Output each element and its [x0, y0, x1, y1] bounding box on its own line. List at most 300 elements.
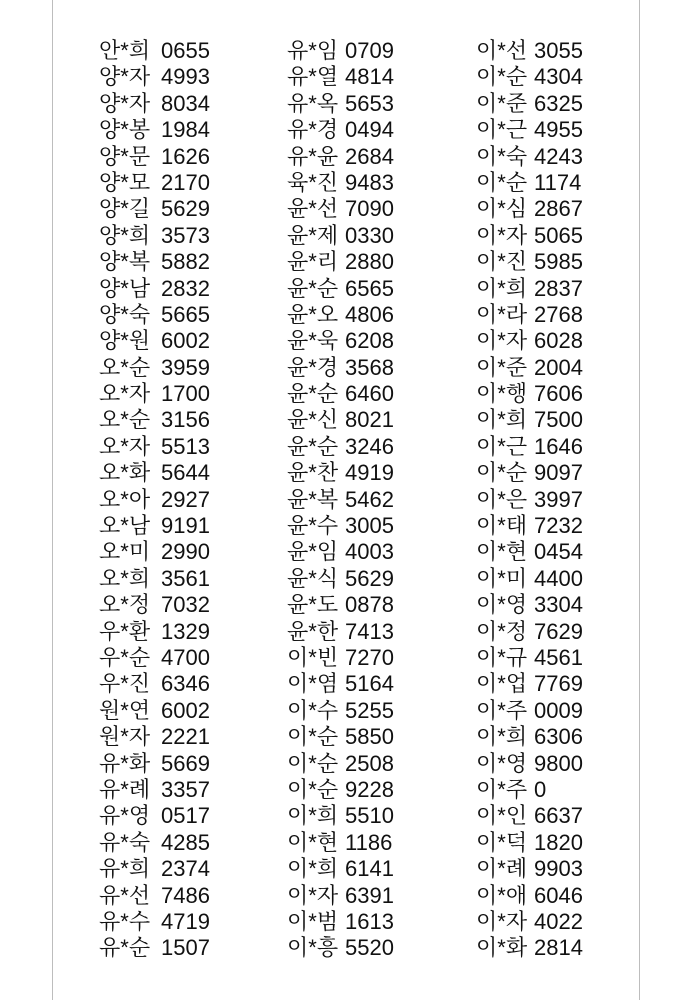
masked-name: 오*아 — [99, 486, 151, 512]
list-item — [476, 144, 583, 170]
list-item — [287, 539, 394, 565]
masked-name: 이*영 — [476, 750, 528, 776]
list-item — [476, 223, 583, 249]
list-item — [476, 698, 583, 724]
masked-name: 윤*선 — [287, 196, 339, 222]
phone-suffix: 4955 — [534, 117, 583, 143]
masked-name: 이*라 — [476, 301, 528, 327]
list-item — [287, 434, 394, 460]
masked-name: 윤*제 — [287, 222, 339, 248]
phone-suffix: 6325 — [534, 90, 583, 116]
list-item — [476, 724, 583, 750]
masked-name: 윤*순 — [287, 275, 339, 301]
masked-name: 이*희 — [287, 803, 339, 829]
list-item — [99, 170, 210, 196]
list-item — [99, 328, 210, 354]
list-item — [476, 328, 583, 354]
phone-suffix: 6346 — [161, 671, 210, 697]
phone-suffix: 4814 — [345, 64, 394, 90]
list-item — [476, 460, 583, 486]
phone-suffix: 3357 — [161, 776, 210, 802]
masked-name: 이*영 — [476, 592, 528, 618]
phone-suffix: 8021 — [345, 407, 394, 433]
phone-suffix: 3561 — [161, 565, 210, 591]
phone-suffix: 9097 — [534, 460, 583, 486]
list-item — [476, 539, 583, 565]
masked-name: 오*화 — [99, 460, 151, 486]
list-item — [476, 777, 583, 803]
phone-suffix: 5644 — [161, 460, 210, 486]
masked-name: 윤*도 — [287, 592, 339, 618]
list-item — [99, 276, 210, 302]
masked-name: 유*수 — [99, 908, 151, 934]
phone-suffix: 3156 — [161, 407, 210, 433]
masked-name: 윤*신 — [287, 407, 339, 433]
phone-suffix: 6028 — [534, 328, 583, 354]
phone-suffix: 3959 — [161, 354, 210, 380]
list-item — [287, 909, 394, 935]
masked-name: 양*모 — [99, 169, 151, 195]
masked-name: 오*순 — [99, 407, 151, 433]
phone-suffix: 9191 — [161, 513, 210, 539]
masked-name: 윤*임 — [287, 539, 339, 565]
list-item — [287, 566, 394, 592]
list-item — [476, 751, 583, 777]
phone-suffix: 5065 — [534, 222, 583, 248]
phone-suffix: 0517 — [161, 803, 210, 829]
phone-suffix: 8034 — [161, 90, 210, 116]
masked-name: 유*숙 — [99, 829, 151, 855]
list-item — [99, 355, 210, 381]
phone-suffix: 2927 — [161, 486, 210, 512]
list-item — [99, 566, 210, 592]
phone-suffix: 3997 — [534, 486, 583, 512]
masked-name: 윤*순 — [287, 433, 339, 459]
list-item — [287, 91, 394, 117]
masked-name: 윤*오 — [287, 301, 339, 327]
masked-name: 이*은 — [476, 486, 528, 512]
list-item — [287, 830, 394, 856]
masked-name: 이*수 — [287, 697, 339, 723]
masked-name: 유*영 — [99, 803, 151, 829]
masked-name: 양*복 — [99, 249, 151, 275]
list-item — [287, 276, 394, 302]
masked-name: 윤*경 — [287, 354, 339, 380]
phone-suffix: 6208 — [345, 328, 394, 354]
phone-suffix: 4919 — [345, 460, 394, 486]
masked-name: 이*순 — [287, 776, 339, 802]
phone-suffix: 4700 — [161, 644, 210, 670]
phone-suffix: 6460 — [345, 381, 394, 407]
phone-suffix: 5665 — [161, 301, 210, 327]
masked-name: 이*순 — [476, 169, 528, 195]
list-item — [287, 328, 394, 354]
masked-name: 이*정 — [476, 618, 528, 644]
phone-suffix: 5653 — [345, 90, 394, 116]
masked-name: 원*연 — [99, 697, 151, 723]
phone-suffix: 3568 — [345, 354, 394, 380]
list-item — [99, 539, 210, 565]
list-item — [287, 223, 394, 249]
phone-suffix: 1820 — [534, 829, 583, 855]
masked-name: 유*임 — [287, 38, 339, 63]
list-item — [287, 751, 394, 777]
list-item — [287, 592, 394, 618]
phone-suffix: 2880 — [345, 249, 394, 275]
masked-name: 이*행 — [476, 381, 528, 407]
list-item — [476, 645, 583, 671]
list-item — [476, 170, 583, 196]
phone-suffix: 0655 — [161, 38, 210, 63]
masked-name: 양*문 — [99, 143, 151, 169]
masked-name: 이*순 — [476, 64, 528, 90]
list-item — [476, 407, 583, 433]
list-item — [476, 803, 583, 829]
phone-suffix: 6637 — [534, 803, 583, 829]
list-item — [287, 64, 394, 90]
phone-suffix: 0330 — [345, 222, 394, 248]
masked-name: 이*근 — [476, 433, 528, 459]
phone-suffix: 5985 — [534, 249, 583, 275]
phone-suffix: 0 — [534, 776, 547, 802]
phone-suffix: 6306 — [534, 724, 583, 750]
phone-suffix: 6391 — [345, 882, 394, 908]
name-column-3 — [476, 38, 583, 962]
phone-suffix: 6565 — [345, 275, 394, 301]
masked-name: 이*근 — [476, 117, 528, 143]
list-item — [476, 935, 583, 961]
phone-suffix: 1507 — [161, 935, 210, 961]
list-item — [287, 645, 394, 671]
masked-name: 이*희 — [287, 856, 339, 882]
phone-suffix: 3055 — [534, 38, 583, 63]
phone-suffix: 9228 — [345, 776, 394, 802]
masked-name: 이*희 — [476, 407, 528, 433]
masked-name: 이*희 — [476, 724, 528, 750]
phone-suffix: 2814 — [534, 935, 583, 961]
phone-suffix: 2867 — [534, 196, 583, 222]
masked-name: 우*진 — [99, 671, 151, 697]
masked-name: 양*희 — [99, 222, 151, 248]
masked-name: 유*옥 — [287, 90, 339, 116]
phone-suffix: 2374 — [161, 856, 210, 882]
list-item — [99, 460, 210, 486]
list-item — [287, 38, 394, 64]
name-column-1 — [99, 38, 210, 962]
list-item — [99, 724, 210, 750]
phone-suffix: 7413 — [345, 618, 394, 644]
phone-suffix: 0709 — [345, 38, 394, 63]
masked-name: 이*현 — [476, 539, 528, 565]
list-item — [287, 170, 394, 196]
phone-suffix: 4285 — [161, 829, 210, 855]
phone-suffix: 7232 — [534, 513, 583, 539]
phone-suffix: 4993 — [161, 64, 210, 90]
list-item — [476, 276, 583, 302]
list-item — [99, 513, 210, 539]
phone-suffix: 1700 — [161, 381, 210, 407]
masked-name: 윤*식 — [287, 565, 339, 591]
masked-name: 이*자 — [287, 882, 339, 908]
list-item — [99, 935, 210, 961]
masked-name: 이*주 — [476, 776, 528, 802]
list-item — [476, 249, 583, 275]
list-item — [99, 117, 210, 143]
masked-name: 이*애 — [476, 882, 528, 908]
list-item — [99, 407, 210, 433]
phone-suffix: 7629 — [534, 618, 583, 644]
phone-suffix: 4243 — [534, 143, 583, 169]
list-item — [287, 381, 394, 407]
phone-suffix: 6141 — [345, 856, 394, 882]
masked-name: 유*화 — [99, 750, 151, 776]
phone-suffix: 5850 — [345, 724, 394, 750]
masked-name: 유*순 — [99, 935, 151, 961]
masked-name: 원*자 — [99, 724, 151, 750]
masked-name: 유*윤 — [287, 143, 339, 169]
list-item — [99, 381, 210, 407]
phone-suffix: 7769 — [534, 671, 583, 697]
phone-suffix: 2684 — [345, 143, 394, 169]
masked-name: 윤*한 — [287, 618, 339, 644]
list-item — [476, 434, 583, 460]
phone-suffix: 0878 — [345, 592, 394, 618]
phone-suffix: 1329 — [161, 618, 210, 644]
list-item — [99, 671, 210, 697]
masked-name: 이*업 — [476, 671, 528, 697]
phone-suffix: 4304 — [534, 64, 583, 90]
masked-name: 윤*찬 — [287, 460, 339, 486]
list-item — [476, 381, 583, 407]
phone-suffix: 2768 — [534, 301, 583, 327]
masked-name: 이*범 — [287, 908, 339, 934]
phone-suffix: 2990 — [161, 539, 210, 565]
phone-suffix: 2837 — [534, 275, 583, 301]
masked-name: 이*순 — [287, 750, 339, 776]
phone-suffix: 4400 — [534, 565, 583, 591]
phone-suffix: 7090 — [345, 196, 394, 222]
phone-suffix: 4719 — [161, 908, 210, 934]
phone-suffix: 3573 — [161, 222, 210, 248]
masked-name: 이*미 — [476, 565, 528, 591]
list-item — [287, 249, 394, 275]
masked-name: 이*자 — [476, 222, 528, 248]
phone-suffix: 5882 — [161, 249, 210, 275]
phone-suffix: 7270 — [345, 644, 394, 670]
phone-suffix: 0454 — [534, 539, 583, 565]
list-item — [476, 91, 583, 117]
phone-suffix: 5462 — [345, 486, 394, 512]
phone-suffix: 3246 — [345, 433, 394, 459]
list-item — [476, 487, 583, 513]
phone-suffix: 9483 — [345, 169, 394, 195]
list-item — [287, 407, 394, 433]
list-item — [99, 883, 210, 909]
list-item — [476, 302, 583, 328]
list-item — [476, 671, 583, 697]
list-item — [287, 460, 394, 486]
masked-name: 이*빈 — [287, 644, 339, 670]
phone-suffix: 4003 — [345, 539, 394, 565]
list-item — [476, 830, 583, 856]
name-column-2 — [287, 38, 394, 962]
masked-name: 이*숙 — [476, 143, 528, 169]
masked-name: 이*순 — [476, 460, 528, 486]
masked-name: 양*자 — [99, 90, 151, 116]
masked-name: 양*자 — [99, 64, 151, 90]
masked-name: 이*덕 — [476, 829, 528, 855]
masked-name: 이*례 — [476, 856, 528, 882]
masked-name: 이*준 — [476, 354, 528, 380]
phone-suffix: 5164 — [345, 671, 394, 697]
list-item — [287, 355, 394, 381]
phone-suffix: 6002 — [161, 697, 210, 723]
phone-suffix: 5629 — [161, 196, 210, 222]
masked-name: 이*주 — [476, 697, 528, 723]
list-item — [476, 566, 583, 592]
phone-suffix: 7606 — [534, 381, 583, 407]
list-item — [99, 777, 210, 803]
masked-name: 이*흥 — [287, 935, 339, 961]
phone-suffix: 2508 — [345, 750, 394, 776]
phone-suffix: 5629 — [345, 565, 394, 591]
list-item — [476, 513, 583, 539]
list-item — [287, 698, 394, 724]
masked-name: 양*숙 — [99, 301, 151, 327]
list-item — [99, 830, 210, 856]
phone-suffix: 1186 — [345, 829, 393, 855]
list-item — [476, 909, 583, 935]
masked-name: 우*환 — [99, 618, 151, 644]
masked-name: 윤*욱 — [287, 328, 339, 354]
phone-suffix: 2004 — [534, 354, 583, 380]
phone-suffix: 1646 — [534, 433, 583, 459]
masked-name: 오*자 — [99, 433, 151, 459]
phone-suffix: 3005 — [345, 513, 394, 539]
list-item — [476, 883, 583, 909]
masked-name: 유*열 — [287, 64, 339, 90]
phone-suffix: 4022 — [534, 908, 583, 934]
document-page — [52, 0, 640, 1000]
masked-name: 유*희 — [99, 856, 151, 882]
phone-suffix: 1626 — [161, 143, 210, 169]
list-item — [99, 223, 210, 249]
masked-name: 이*자 — [476, 908, 528, 934]
masked-name: 유*선 — [99, 882, 151, 908]
list-item — [99, 38, 210, 64]
list-item — [287, 935, 394, 961]
list-item — [99, 803, 210, 829]
phone-suffix: 7486 — [161, 882, 210, 908]
masked-name: 윤*리 — [287, 249, 339, 275]
phone-suffix: 5255 — [345, 697, 394, 723]
masked-name: 오*남 — [99, 513, 151, 539]
list-item — [476, 196, 583, 222]
masked-name: 이*염 — [287, 671, 339, 697]
list-item — [99, 144, 210, 170]
list-item — [476, 355, 583, 381]
phone-suffix: 1174 — [534, 169, 582, 195]
list-item — [99, 698, 210, 724]
phone-suffix: 2832 — [161, 275, 210, 301]
masked-name: 양*봉 — [99, 117, 151, 143]
list-item — [287, 144, 394, 170]
phone-suffix: 2221 — [161, 724, 210, 750]
masked-name: 양*길 — [99, 196, 151, 222]
list-item — [287, 856, 394, 882]
list-item — [99, 856, 210, 882]
list-item — [287, 196, 394, 222]
masked-name: 이*희 — [476, 275, 528, 301]
list-item — [476, 64, 583, 90]
list-item — [287, 883, 394, 909]
masked-name: 이*현 — [287, 829, 339, 855]
masked-name: 유*경 — [287, 117, 339, 143]
list-item — [287, 513, 394, 539]
masked-name: 이*규 — [476, 644, 528, 670]
masked-name: 이*진 — [476, 249, 528, 275]
masked-name: 우*순 — [99, 644, 151, 670]
masked-name: 이*자 — [476, 328, 528, 354]
list-item — [287, 302, 394, 328]
list-item — [99, 487, 210, 513]
masked-name: 오*희 — [99, 565, 151, 591]
masked-name: 오*정 — [99, 592, 151, 618]
phone-suffix: 5510 — [345, 803, 394, 829]
masked-name: 유*례 — [99, 776, 151, 802]
masked-name: 윤*순 — [287, 381, 339, 407]
masked-name: 이*순 — [287, 724, 339, 750]
list-item — [99, 434, 210, 460]
phone-suffix: 0009 — [534, 697, 583, 723]
masked-name: 이*인 — [476, 803, 528, 829]
list-item — [287, 671, 394, 697]
masked-name: 이*태 — [476, 513, 528, 539]
masked-name: 이*준 — [476, 90, 528, 116]
list-item — [99, 196, 210, 222]
list-item — [287, 803, 394, 829]
list-item — [99, 302, 210, 328]
list-item — [287, 619, 394, 645]
list-item — [476, 38, 583, 64]
masked-name: 안*희 — [99, 38, 151, 63]
phone-suffix: 5520 — [345, 935, 394, 961]
list-item — [99, 909, 210, 935]
phone-suffix: 3304 — [534, 592, 583, 618]
masked-name: 오*순 — [99, 354, 151, 380]
masked-name: 양*남 — [99, 275, 151, 301]
list-item — [476, 592, 583, 618]
list-item — [99, 64, 210, 90]
masked-name: 양*원 — [99, 328, 151, 354]
phone-suffix: 6002 — [161, 328, 210, 354]
masked-name: 윤*복 — [287, 486, 339, 512]
list-item — [99, 751, 210, 777]
phone-suffix: 6046 — [534, 882, 583, 908]
phone-suffix: 5669 — [161, 750, 210, 776]
list-item — [476, 856, 583, 882]
list-item — [287, 487, 394, 513]
masked-name: 윤*수 — [287, 513, 339, 539]
masked-name: 이*심 — [476, 196, 528, 222]
phone-suffix: 0494 — [345, 117, 394, 143]
list-item — [476, 619, 583, 645]
phone-suffix: 2170 — [161, 169, 210, 195]
masked-name: 이*화 — [476, 935, 528, 961]
phone-suffix: 7500 — [534, 407, 583, 433]
masked-name: 이*선 — [476, 38, 528, 63]
masked-name: 오*미 — [99, 539, 151, 565]
